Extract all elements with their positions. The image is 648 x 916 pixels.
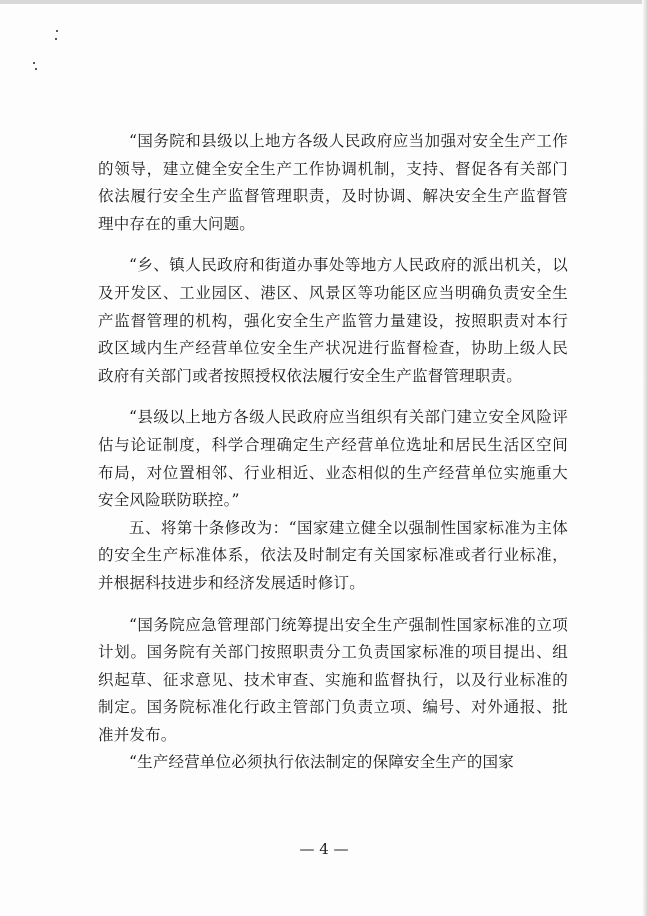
scan-speck (55, 38, 57, 40)
paragraph: “国务院应急管理部门统筹提出安全生产强制性国家标准的立项计划。国务院有关部门按照职责分工负责国家标准的项目提出、组织起草、征求意见、技术审查、实施和监督执行，以及行业标准的制定。国务院标准化行政主管部门负责立项、编号、对外通报、批准并发布。 (98, 615, 568, 744)
paragraph: “乡、镇人民政府和街道办事处等地方人民政府的派出机关，以及开发区、工业园区、港区、风景区等功能区应当明确负责安全生产监督管理的机构，强化安全生产监管力量建设，按照职责对本行政区域内生产经营单位安全生产状况进行监督检查，协助上级人民政府有关部门或者按照授权依法履行安全生产监督管理职责。 (98, 256, 568, 385)
scan-right-edge (642, 0, 648, 916)
paragraph: “生产经营单位必须执行依法制定的保障安全生产的国家 (129, 753, 514, 772)
page-number: — 4 — (299, 840, 349, 858)
document-body (98, 128, 568, 777)
paragraph: “国务院和县级以上地方各级人民政府应当加强对安全生产工作的领导，建立健全安全生产工作协调机制，支持、督促各有关部门依法履行安全生产监督管理职责，及时协调、解决安全生产监督管理中存在的重大问题。 (98, 132, 568, 233)
scan-speck (56, 30, 58, 32)
scan-speck (33, 62, 35, 64)
scan-speck (35, 68, 37, 70)
paragraph: 五、将第十条修改为：“国家建立健全以强制性国家标准为主体的安全生产标准体系，依法及时制定有关国家标准或者行业标准，并根据科技进步和经济发展适时修订。 (98, 518, 568, 592)
paragraph: “县级以上地方各级人民政府应当组织有关部门建立安全风险评估与论证制度，科学合理确定生产经营单位选址和居民生活区空间布局，对位置相邻、行业相近、业态相似的生产经营单位实施重大安全风险联防联控。” (98, 408, 568, 510)
scan-top-edge (0, 0, 648, 4)
